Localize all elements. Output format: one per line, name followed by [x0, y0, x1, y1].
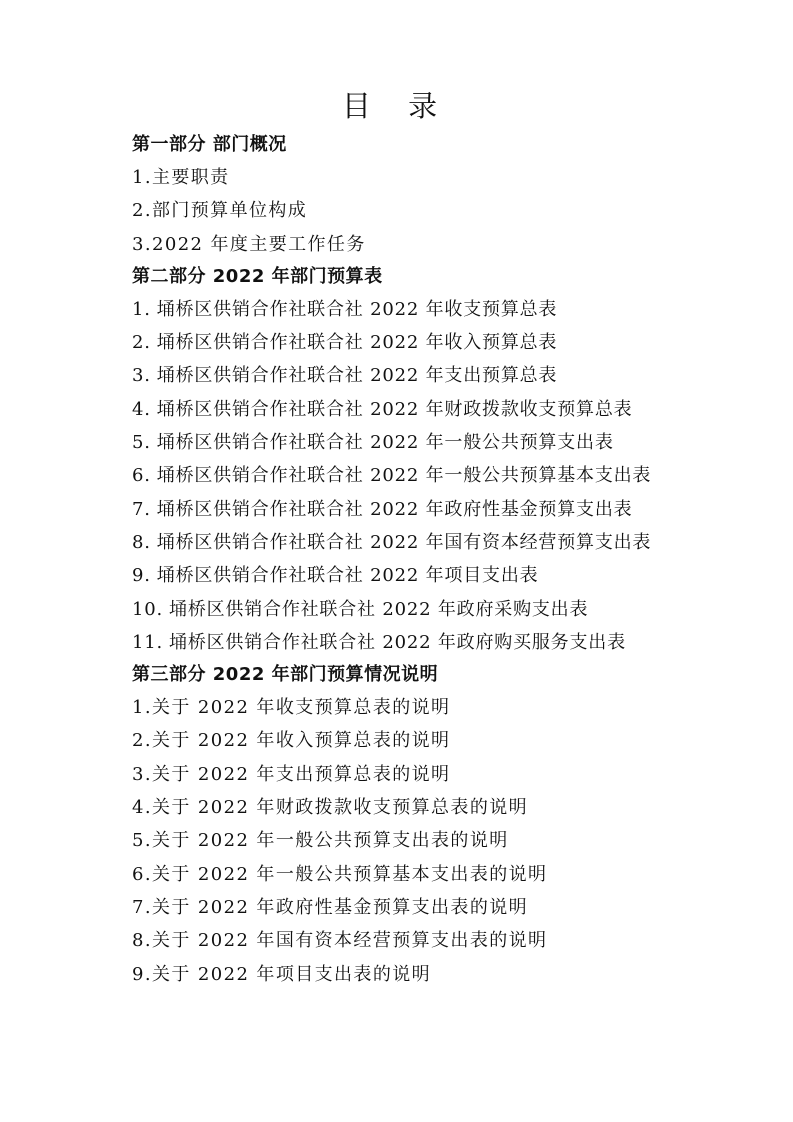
toc-section — [132, 261, 772, 659]
item-number: 11. — [132, 631, 164, 653]
toc-item — [132, 293, 772, 326]
toc-item — [132, 228, 772, 261]
item-number: 6. — [132, 863, 152, 885]
section-heading: 第三部分 2022 年部门预算情况说明 — [132, 664, 439, 686]
toc-item — [132, 924, 772, 957]
toc-item — [132, 626, 772, 659]
item-text: 埇桥区供销合作社联合社 2022 年收支预算总表 — [156, 298, 558, 320]
item-number: 3. — [132, 763, 152, 785]
toc-item — [132, 493, 772, 526]
item-text: 埇桥区供销合作社联合社 2022 年政府购买服务支出表 — [169, 631, 626, 653]
section-heading: 第二部分 2022 年部门预算表 — [132, 265, 383, 287]
page-title: 目 录 — [341, 89, 452, 123]
item-text: 埇桥区供销合作社联合社 2022 年项目支出表 — [156, 565, 539, 587]
item-text: 关于 2022 年财政拨款收支预算总表的说明 — [151, 797, 529, 819]
item-number: 8. — [132, 930, 152, 952]
toc-item — [132, 326, 772, 359]
item-text: 关于 2022 年国有资本经营预算支出表的说明 — [151, 930, 548, 952]
item-text: 主要职责 — [151, 167, 230, 188]
item-text: 埇桥区供销合作社联合社 2022 年一般公共预算支出表 — [156, 432, 614, 454]
item-text: 关于 2022 年项目支出表的说明 — [151, 963, 432, 985]
item-text: 埇桥区供销合作社联合社 2022 年支出预算总表 — [156, 365, 558, 387]
toc-item — [132, 426, 772, 459]
item-number: 7. — [132, 498, 151, 520]
section-items — [132, 161, 772, 261]
item-number: 2. — [132, 200, 152, 222]
toc-item — [132, 891, 772, 924]
item-number: 1. — [132, 697, 152, 719]
item-text: 关于 2022 年支出预算总表的说明 — [151, 763, 451, 785]
item-text: 关于 2022 年政府性基金预算支出表的说明 — [151, 896, 529, 918]
toc-item — [132, 691, 772, 724]
item-text: 关于 2022 年一般公共预算基本支出表的说明 — [151, 863, 548, 885]
item-number: 5. — [132, 432, 151, 454]
item-number: 8. — [132, 531, 151, 553]
item-text: 2022 年度主要工作任务 — [151, 233, 366, 255]
toc-item — [132, 958, 772, 991]
item-text: 关于 2022 年收支预算总表的说明 — [151, 697, 451, 719]
toc-item — [132, 559, 772, 592]
item-text: 关于 2022 年收入预算总表的说明 — [151, 730, 451, 752]
item-text: 埇桥区供销合作社联合社 2022 年一般公共预算基本支出表 — [156, 465, 652, 487]
item-number: 3. — [132, 365, 151, 387]
item-number: 4. — [132, 797, 152, 819]
toc-item — [132, 194, 772, 227]
item-text: 埇桥区供销合作社联合社 2022 年政府采购支出表 — [169, 598, 589, 620]
toc-item — [132, 824, 772, 857]
toc-item — [132, 459, 772, 492]
item-text: 埇桥区供销合作社联合社 2022 年收入预算总表 — [156, 332, 558, 354]
table-of-contents — [132, 129, 772, 991]
item-number: 6. — [132, 465, 151, 487]
item-number: 1. — [132, 298, 151, 320]
item-number: 1. — [132, 167, 152, 188]
item-text: 埇桥区供销合作社联合社 2022 年政府性基金预算支出表 — [156, 498, 633, 520]
toc-item — [132, 858, 772, 891]
item-text: 埇桥区供销合作社联合社 2022 年财政拨款收支预算总表 — [156, 398, 633, 420]
section-heading: 第一部分 部门概况 — [132, 134, 287, 155]
item-text: 部门预算单位构成 — [151, 200, 308, 222]
toc-section — [132, 659, 772, 991]
toc-item — [132, 593, 772, 626]
item-number: 7. — [132, 896, 152, 918]
item-text: 埇桥区供销合作社联合社 2022 年国有资本经营预算支出表 — [156, 531, 652, 553]
toc-item — [132, 526, 772, 559]
item-text: 关于 2022 年一般公共预算支出表的说明 — [151, 830, 509, 852]
section-items — [132, 691, 772, 991]
item-number: 2. — [132, 730, 152, 752]
item-number: 2. — [132, 332, 151, 354]
item-number: 9. — [132, 963, 152, 985]
toc-item — [132, 758, 772, 791]
item-number: 5. — [132, 830, 152, 852]
item-number: 4. — [132, 398, 151, 420]
toc-item — [132, 359, 772, 392]
toc-item — [132, 393, 772, 426]
item-number: 9. — [132, 565, 151, 587]
toc-item — [132, 791, 772, 824]
item-number: 3. — [132, 233, 152, 255]
toc-section — [132, 129, 772, 261]
section-items — [132, 293, 772, 659]
toc-item — [132, 161, 772, 194]
item-number: 10. — [132, 598, 164, 620]
toc-item — [132, 724, 772, 757]
